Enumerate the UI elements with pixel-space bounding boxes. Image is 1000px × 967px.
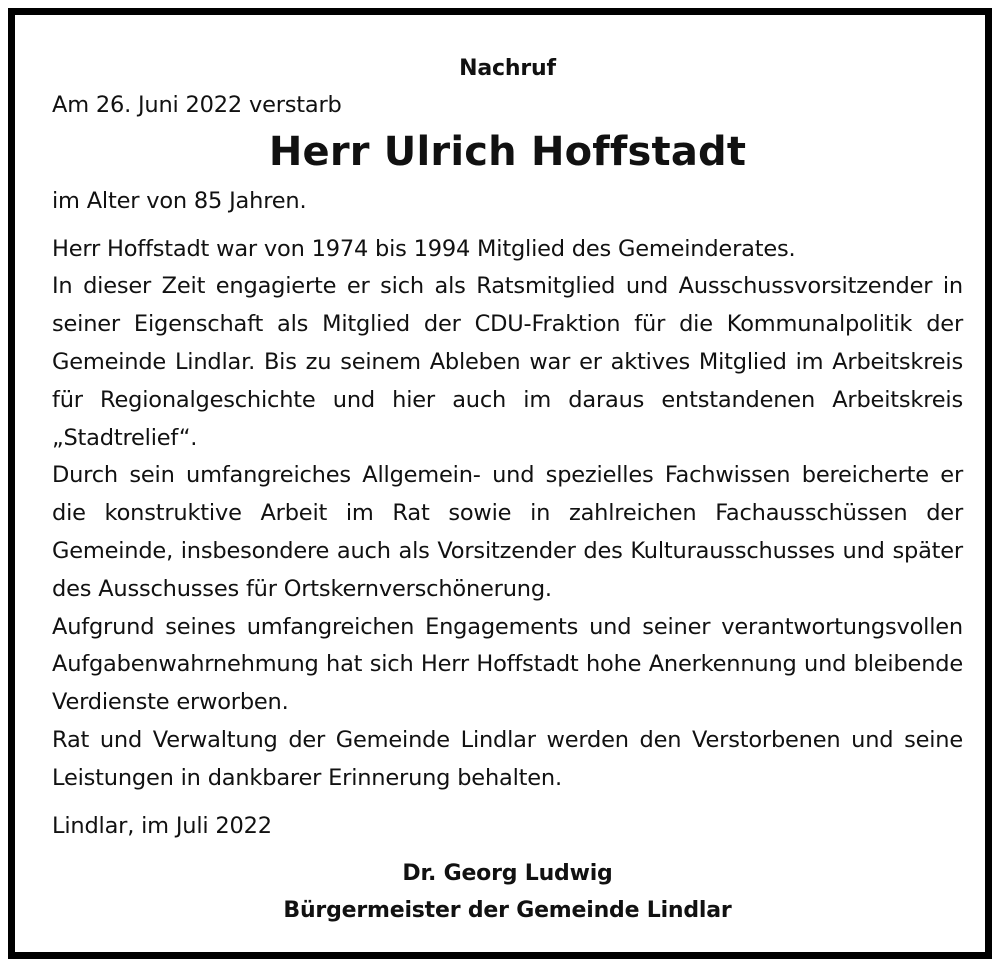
deceased-name: Herr Ulrich Hoffstadt (268, 128, 747, 175)
paragraph-engagement: In dieser Zeit engagierte er sich als Ratsmitglied und Ausschussvorsitzender in seiner Eigenschaft als Mitglied der CDU-Fraktion für die Kommunalpolitik der Gemeinde Lindlar. Bis zu seinem Ableben war er aktives Mitglied im Arbeitskreis für Regionalgeschichte und hier auch im daraus entstandenen Arbeitskreis „Stadtrelief“. (52, 273, 963, 451)
signatory-name: Dr. Georg Ludwig (402, 861, 613, 887)
paragraph-expertise: Durch sein umfangreiches Allgemein- und spezielles Fachwissen bereicherte er die konstruktive Arbeit im Rat sowie in zahlreichen Fachausschüssen der Gemeinde, insbesondere auch als Vorsitzender des Kulturausschusses und später des Ausschusses für Ortskernverschönerung. (52, 462, 963, 602)
intro-line: Am 26. Juni 2022 verstarb (52, 92, 342, 118)
place-date: Lindlar, im Juli 2022 (52, 812, 272, 839)
obituary-content (52, 45, 963, 929)
spacer (52, 845, 963, 855)
notice-heading: Nachruf (459, 56, 556, 81)
spacer (52, 221, 963, 231)
paragraph-remembrance: Rat und Verwaltung der Gemeinde Lindlar werden den Verstorbenen und seine Leistungen in dankbarer Erinnerung behalten. (52, 726, 963, 791)
spacer (52, 798, 963, 808)
paragraph-membership: Herr Hoffstadt war von 1974 bis 1994 Mitglied des Gemeinderates. (52, 235, 796, 262)
paragraph-recognition: Aufgrund seines umfangreichen Engagements und seiner verantwortungsvollen Aufgabenwahrnehmung hat sich Herr Hoffstadt hohe Anerkennung und bleibende Verdienste erworben. (52, 613, 963, 716)
age-line: im Alter von 85 Jahren. (52, 187, 307, 214)
signatory-title: Bürgermeister der Gemeinde Lindlar (283, 898, 732, 924)
obituary-frame (8, 8, 992, 959)
